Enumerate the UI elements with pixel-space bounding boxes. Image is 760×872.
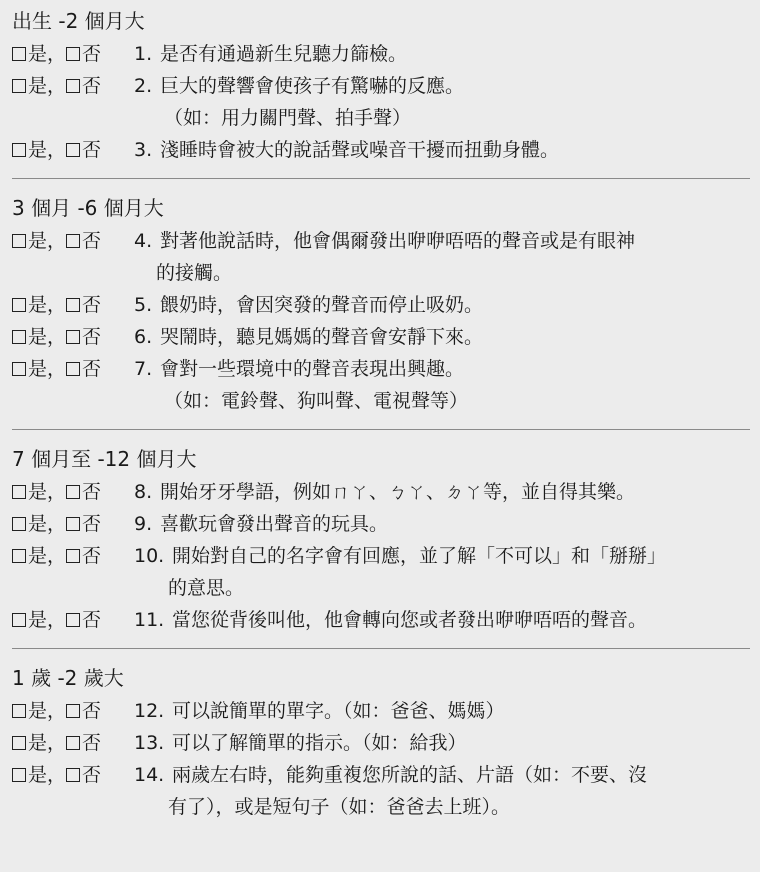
- no-label: 否: [82, 481, 102, 503]
- no-checkbox[interactable]: [66, 79, 80, 93]
- item-text: 兩歲左右時，能夠重複您所說的話、片語（如：不要、沒: [172, 764, 648, 786]
- no-label: 否: [82, 43, 102, 65]
- no-checkbox[interactable]: [66, 549, 80, 563]
- checklist-item: 是， 否 7. 會對一些環境中的聲音表現出興趣。: [12, 353, 750, 385]
- checklist-item: 是， 否 4. 對著他說話時，他會偶爾發出咿咿唔唔的聲音或是有眼神: [12, 225, 750, 257]
- item-number: 9.: [134, 513, 153, 535]
- item-text: 淺睡時會被大的說話聲或噪音干擾而扭動身體。: [160, 139, 560, 161]
- yes-checkbox[interactable]: [12, 79, 26, 93]
- no-label: 否: [82, 700, 102, 722]
- checklist-item: 是， 否 9. 喜歡玩會發出聲音的玩具。: [12, 508, 750, 540]
- item-text-continuation: 的意思。: [168, 577, 245, 599]
- item-text: 會對一些環境中的聲音表現出興趣。: [160, 358, 465, 380]
- no-label: 否: [82, 230, 102, 252]
- yes-checkbox[interactable]: [12, 613, 26, 627]
- yes-checkbox[interactable]: [12, 517, 26, 531]
- no-label: 否: [82, 326, 102, 348]
- no-checkbox[interactable]: [66, 613, 80, 627]
- item-text: 對著他說話時，他會偶爾發出咿咿唔唔的聲音或是有眼神: [160, 230, 636, 252]
- item-text: 可以了解簡單的指示。（如：給我）: [172, 732, 467, 754]
- item-text: 喜歡玩會發出聲音的玩具。: [160, 513, 389, 535]
- yes-checkbox[interactable]: [12, 704, 26, 718]
- yes-label: 是: [28, 732, 48, 754]
- yes-checkbox[interactable]: [12, 234, 26, 248]
- item-number: 4.: [134, 230, 153, 252]
- section-heading: 出生 -2 個月大: [12, 9, 145, 33]
- yes-label: 是: [28, 294, 48, 316]
- checklist-item: 是， 否 11. 當您從背後叫他，他會轉向您或者發出咿咿唔唔的聲音。: [12, 604, 750, 636]
- no-label: 否: [82, 513, 102, 535]
- no-checkbox[interactable]: [66, 768, 80, 782]
- checklist-item: 是， 否 8. 開始牙牙學語，例如ㄇㄚ、ㄅㄚ、ㄉㄚ等，並自得其樂。: [12, 476, 750, 508]
- checklist-item: 是， 否 2. 巨大的聲響會使孩子有驚嚇的反應。: [12, 70, 750, 102]
- item-number: 13.: [134, 732, 165, 754]
- no-label: 否: [82, 139, 102, 161]
- no-checkbox[interactable]: [66, 362, 80, 376]
- yes-label: 是: [28, 326, 48, 348]
- item-text: 餵奶時，會因突發的聲音而停止吸奶。: [160, 294, 484, 316]
- yes-checkbox[interactable]: [12, 298, 26, 312]
- no-checkbox[interactable]: [66, 47, 80, 61]
- no-checkbox[interactable]: [66, 736, 80, 750]
- item-text: 哭鬧時，聽見媽媽的聲音會安靜下來。: [160, 326, 484, 348]
- checklist-item: 是， 否 12. 可以說簡單的單字。（如：爸爸、媽媽）: [12, 695, 750, 727]
- yes-label: 是: [28, 700, 48, 722]
- item-number: 5.: [134, 294, 153, 316]
- yes-checkbox[interactable]: [12, 143, 26, 157]
- yes-label: 是: [28, 43, 48, 65]
- item-number: 2.: [134, 75, 153, 97]
- no-checkbox[interactable]: [66, 485, 80, 499]
- yes-checkbox[interactable]: [12, 362, 26, 376]
- no-checkbox[interactable]: [66, 704, 80, 718]
- yes-label: 是: [28, 764, 48, 786]
- yes-checkbox[interactable]: [12, 768, 26, 782]
- no-label: 否: [82, 732, 102, 754]
- item-text: 當您從背後叫他，他會轉向您或者發出咿咿唔唔的聲音。: [172, 609, 648, 631]
- yes-label: 是: [28, 139, 48, 161]
- no-label: 否: [82, 609, 102, 631]
- section-heading: 7 個月至 -12 個月大: [12, 447, 197, 471]
- no-label: 否: [82, 75, 102, 97]
- yes-label: 是: [28, 358, 48, 380]
- section-birth-2-months: [12, 4, 750, 179]
- no-checkbox[interactable]: [66, 517, 80, 531]
- item-text-continuation: （如：用力關門聲、拍手聲）: [164, 107, 412, 129]
- yes-checkbox[interactable]: [12, 485, 26, 499]
- item-number: 1.: [134, 43, 153, 65]
- no-label: 否: [82, 545, 102, 567]
- checklist-item: 是， 否 1. 是否有通過新生兒聽力篩檢。: [12, 38, 750, 70]
- section-7-12-months: [12, 442, 750, 649]
- item-text-continuation: （如：電鈴聲、狗叫聲、電視聲等）: [164, 390, 469, 412]
- item-number: 10.: [134, 545, 165, 567]
- item-text: 開始對自己的名字會有回應，並了解「不可以」和「掰掰」: [172, 545, 667, 567]
- item-text: 巨大的聲響會使孩子有驚嚇的反應。: [160, 75, 465, 97]
- checklist-item: 是， 否 3. 淺睡時會被大的說話聲或噪音干擾而扭動身體。: [12, 134, 750, 166]
- section-heading: 1 歲 -2 歲大: [12, 666, 124, 690]
- item-text: 可以說簡單的單字。（如：爸爸、媽媽）: [172, 700, 505, 722]
- yes-checkbox[interactable]: [12, 549, 26, 563]
- checklist-item: 是， 否 5. 餵奶時，會因突發的聲音而停止吸奶。: [12, 289, 750, 321]
- checklist-item: 是， 否 13. 可以了解簡單的指示。（如：給我）: [12, 727, 750, 759]
- item-number: 7.: [134, 358, 153, 380]
- no-checkbox[interactable]: [66, 234, 80, 248]
- yes-label: 是: [28, 75, 48, 97]
- section-1-2-years: [12, 661, 750, 835]
- item-number: 8.: [134, 481, 153, 503]
- yes-checkbox[interactable]: [12, 736, 26, 750]
- item-text: 是否有通過新生兒聽力篩檢。: [160, 43, 408, 65]
- checklist-item: 是， 否 14. 兩歲左右時，能夠重複您所說的話、片語（如：不要、沒: [12, 759, 750, 791]
- yes-checkbox[interactable]: [12, 47, 26, 61]
- item-text-continuation: 的接觸。: [156, 262, 233, 284]
- no-label: 否: [82, 358, 102, 380]
- item-number: 11.: [134, 609, 165, 631]
- no-checkbox[interactable]: [66, 143, 80, 157]
- checklist-item: 是， 否 6. 哭鬧時，聽見媽媽的聲音會安靜下來。: [12, 321, 750, 353]
- item-text: 開始牙牙學語，例如ㄇㄚ、ㄅㄚ、ㄉㄚ等，並自得其樂。: [160, 481, 636, 503]
- no-label: 否: [82, 294, 102, 316]
- no-checkbox[interactable]: [66, 330, 80, 344]
- yes-label: 是: [28, 481, 48, 503]
- checklist-item: 是， 否 10. 開始對自己的名字會有回應，並了解「不可以」和「掰掰」: [12, 540, 750, 572]
- item-number: 12.: [134, 700, 165, 722]
- no-checkbox[interactable]: [66, 298, 80, 312]
- item-number: 3.: [134, 139, 153, 161]
- no-label: 否: [82, 764, 102, 786]
- yes-label: 是: [28, 513, 48, 535]
- item-number: 14.: [134, 764, 165, 786]
- section-heading: 3 個月 -6 個月大: [12, 196, 164, 220]
- yes-label: 是: [28, 545, 48, 567]
- item-text-continuation: 有了），或是短句子（如：爸爸去上班）。: [168, 796, 511, 818]
- yes-checkbox[interactable]: [12, 330, 26, 344]
- yes-label: 是: [28, 230, 48, 252]
- section-3-6-months: [12, 191, 750, 430]
- item-number: 6.: [134, 326, 153, 348]
- yes-label: 是: [28, 609, 48, 631]
